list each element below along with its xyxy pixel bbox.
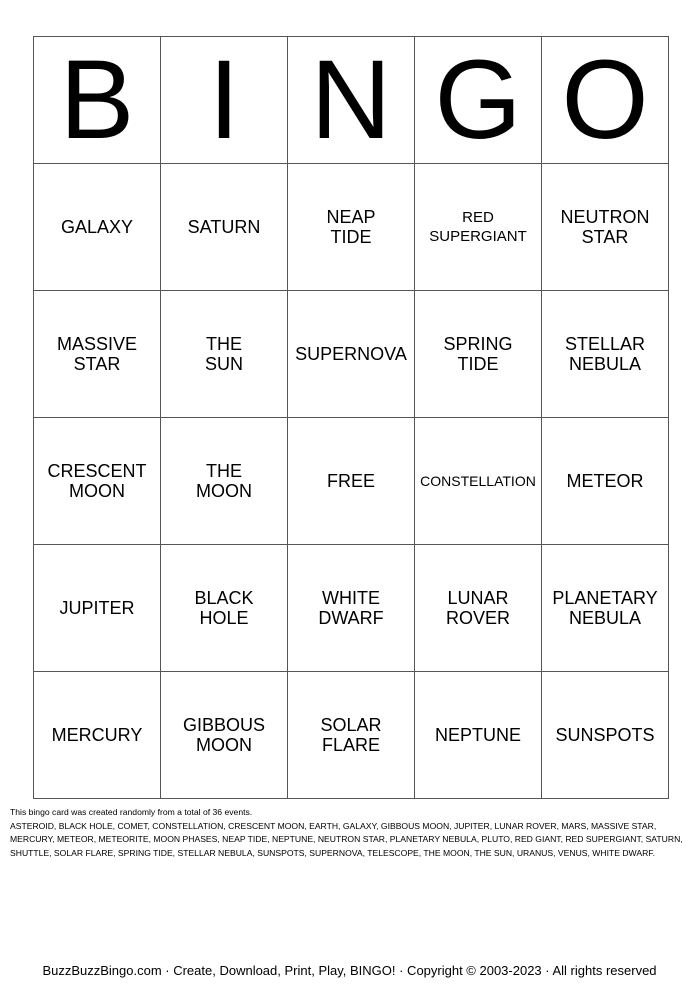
bingo-card: [33, 36, 669, 799]
card-cell: [415, 291, 542, 418]
cell-text: SUNSPOTS: [555, 725, 655, 745]
card-cell: [161, 672, 288, 799]
cell-text: SUPERNOVA: [295, 344, 407, 364]
card-cell: [542, 545, 669, 672]
card-cell: [34, 672, 161, 799]
card-row: [34, 545, 669, 672]
header-letter: B: [34, 37, 161, 164]
card-cell: [161, 545, 288, 672]
info-events: ASTEROID, BLACK HOLE, COMET, CONSTELLATION, CRESCENT MOON, EARTH, GALAXY, GIBBOUS MOON, JUPITER, LUNAR ROVER, MARS, MASSIVE STAR, MERCURY, METEOR, METEORITE, MOON PHASES, NEAP TIDE, NEPTUNE, NEUTRON STAR, PLANETARY NEBULA, PLUTO, RED GIANT, RED SUPERGIANT, SATURN, SHUTTLE, SOLAR FLARE, SPRING TIDE, STELLAR NEBULA, SUNSPOTS, SUPERNOVA, TELESCOPE, THE MOON, THE SUN, URANUS, VENUS, WHITE DWARF.: [10, 820, 683, 858]
cell-text: PLANETARY: [552, 588, 658, 608]
cell-text: GALAXY: [60, 217, 134, 237]
card-cell: [542, 418, 669, 545]
card-cell: [288, 164, 415, 291]
cell-text: STAR: [581, 227, 629, 247]
card-cell: [542, 164, 669, 291]
cell-text: SUPERGIANT: [429, 228, 527, 245]
cell-text: DWARF: [318, 608, 384, 628]
cell-text: SUN: [204, 354, 243, 374]
card-cell: [288, 418, 415, 545]
cell-text: NEPTUNE: [434, 725, 521, 745]
cell-text: LUNAR: [447, 588, 509, 608]
cell-text: FLARE: [321, 735, 381, 755]
cell-text: SOLAR: [320, 715, 382, 735]
cell-text: GIBBOUS: [182, 715, 266, 735]
card-info: [10, 806, 695, 860]
cell-text: MASSIVE: [56, 334, 138, 354]
card-row: [34, 418, 669, 545]
cell-text: SPRING: [443, 334, 513, 354]
cell-text: FREE: [326, 471, 375, 491]
cell-text: NEBULA: [568, 608, 642, 628]
cell-text: BLACK: [194, 588, 254, 608]
cell-text: THE: [206, 461, 242, 481]
cell-text: ROVER: [445, 608, 510, 628]
card-cell: [288, 291, 415, 418]
cell-text: NEUTRON: [560, 207, 650, 227]
card-cell: [34, 418, 161, 545]
cell-text: MERCURY: [51, 725, 143, 745]
header-letter: I: [161, 37, 288, 164]
cell-text: HOLE: [199, 608, 249, 628]
cell-text: STAR: [73, 354, 121, 374]
card-cell: [542, 672, 669, 799]
card-cell: [34, 291, 161, 418]
card-cell: [415, 418, 542, 545]
cell-text: NEBULA: [568, 354, 642, 374]
card-cell: [542, 291, 669, 418]
cell-text: JUPITER: [59, 598, 135, 618]
cell-text: RED: [462, 209, 494, 226]
card-row: [34, 291, 669, 418]
card-cell: [415, 545, 542, 672]
cell-text: WHITE: [322, 588, 380, 608]
cell-text: MOON: [196, 735, 252, 755]
cell-text: MOON: [69, 481, 125, 501]
card-cell: [34, 545, 161, 672]
card-cell: [415, 672, 542, 799]
cell-text: MOON: [196, 481, 252, 501]
card-cell: [161, 418, 288, 545]
card-cell: [34, 164, 161, 291]
card-cell: [288, 545, 415, 672]
cell-text: CONSTELLATION: [420, 473, 536, 489]
cell-text: NEAP: [326, 207, 376, 227]
card-row: [34, 672, 669, 799]
cell-text: CRESCENT: [47, 461, 147, 481]
cell-text: METEOR: [566, 471, 644, 491]
header-letter: G: [415, 37, 542, 164]
header-letter: O: [542, 37, 669, 164]
card-row: [34, 164, 669, 291]
card-cell: [161, 291, 288, 418]
card-cell: [161, 164, 288, 291]
cell-text: TIDE: [330, 227, 372, 247]
header-letter: N: [288, 37, 415, 164]
header-row: [34, 37, 669, 164]
cell-text: THE: [206, 334, 242, 354]
cell-text: SATURN: [187, 217, 261, 237]
info-summary: This bingo card was created randomly from a total of 36 events.: [10, 807, 253, 817]
card-cell: [415, 164, 542, 291]
cell-text: STELLAR: [564, 334, 646, 354]
card-cell: [288, 672, 415, 799]
cell-text: TIDE: [457, 354, 499, 374]
footer: BuzzBuzzBingo.com · Create, Download, Print, Play, BINGO! · Copyright © 2003-2023 · All rights reserved: [42, 963, 657, 978]
